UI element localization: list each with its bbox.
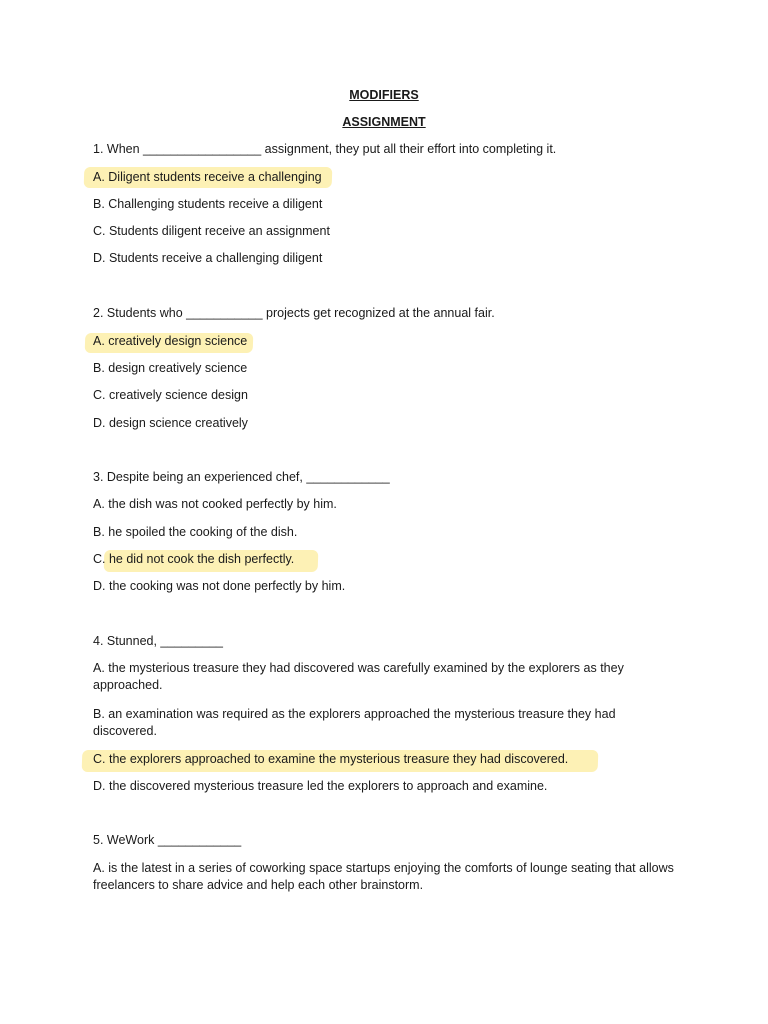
document-title: MODIFIERS xyxy=(349,88,419,102)
question-4-prompt: 4. Stunned, _________ xyxy=(93,634,223,648)
question-4-option-d: D. the discovered mysterious treasure led the explorers to approach and examine. xyxy=(93,779,548,793)
question-4-option-b: B. an examination was required as the explorers approached the mysterious treasure they had discovered. xyxy=(93,707,616,738)
question-3-option-b: B. he spoiled the cooking of the dish. xyxy=(93,525,298,539)
question-1-option-a: A. Diligent students receive a challenging xyxy=(93,170,322,184)
question-2-prompt: 2. Students who ___________ projects get recognized at the annual fair. xyxy=(93,306,495,320)
question-3-option-c: C. he did not cook the dish perfectly. xyxy=(93,552,295,566)
question-2-option-d: D. design science creatively xyxy=(93,416,248,430)
question-4-option-c: C. the explorers approached to examine the mysterious treasure they had discovered. xyxy=(93,752,569,766)
question-5-prompt: 5. WeWork ____________ xyxy=(93,833,242,847)
question-1-option-c: C. Students diligent receive an assignment xyxy=(93,224,330,238)
question-4-option-a: A. the mysterious treasure they had discovered was carefully examined by the explorers as they approached. xyxy=(93,661,624,692)
question-2-option-a: A. creatively design science xyxy=(93,334,248,348)
question-2-option-b: B. design creatively science xyxy=(93,361,248,375)
question-1-option-b: B. Challenging students receive a diligent xyxy=(93,197,323,211)
question-3-option-d: D. the cooking was not done perfectly by him. xyxy=(93,579,346,593)
question-5-option-a: A. is the latest in a series of coworking space startups enjoying the comforts of lounge seating that allows freelancers to share advice and help each other brainstorm. xyxy=(93,861,674,892)
question-1-option-d: D. Students receive a challenging diligent xyxy=(93,251,323,265)
question-3-prompt: 3. Despite being an experienced chef, ____________ xyxy=(93,470,390,484)
document-subtitle: ASSIGNMENT xyxy=(342,115,426,129)
question-3-option-a: A. the dish was not cooked perfectly by him. xyxy=(93,497,337,511)
question-1-prompt: 1. When _________________ assignment, they put all their effort into completing it. xyxy=(93,142,557,156)
question-2-option-c: C. creatively science design xyxy=(93,388,248,402)
